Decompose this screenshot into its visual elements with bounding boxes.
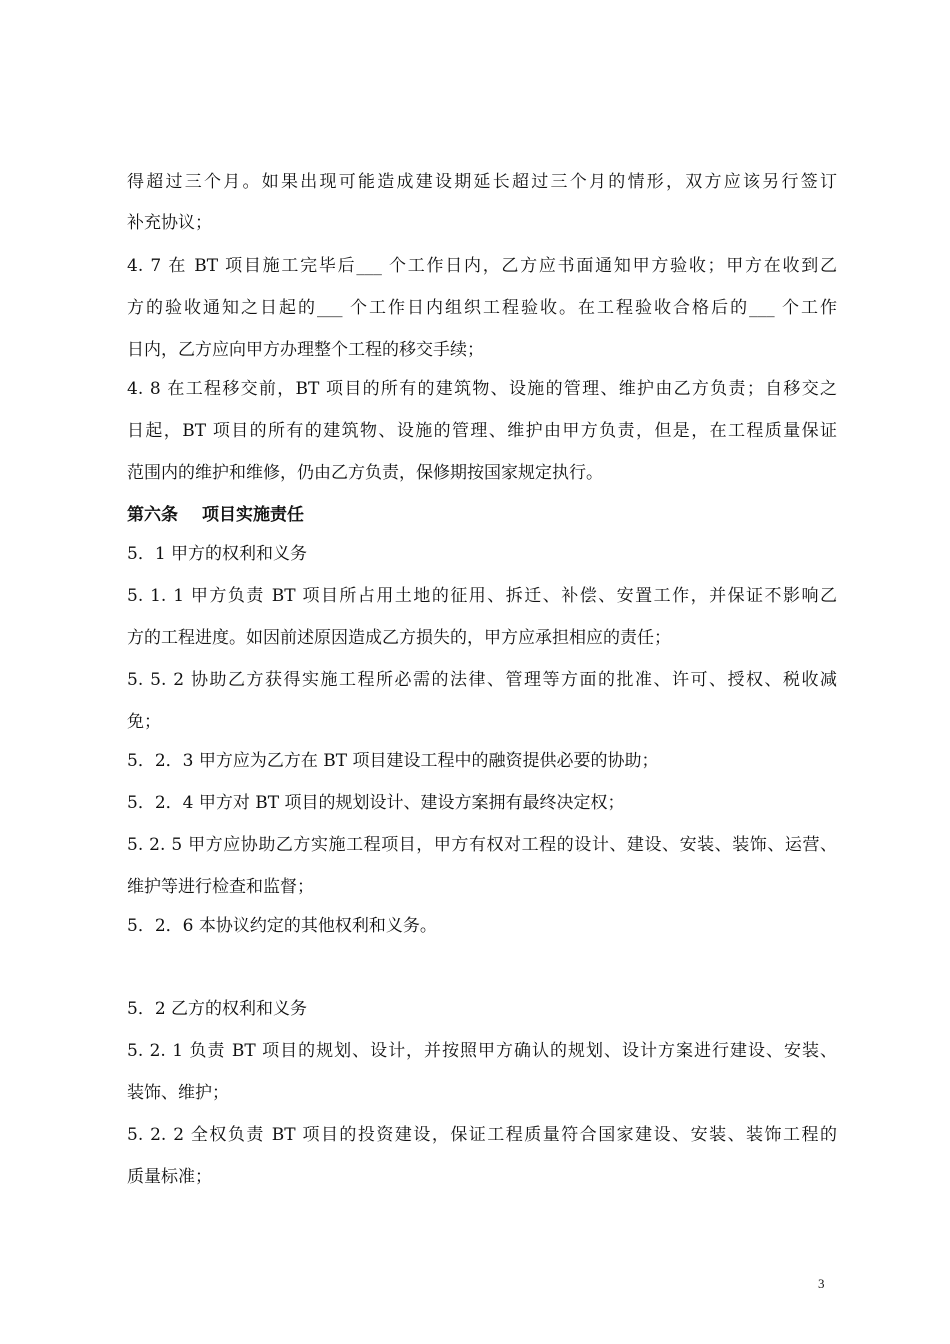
text-line: 5. 2. 5 甲方应协助乙方实施工程项目，甲方有权对工程的设计、建设、安装、装饰、运营、 bbox=[127, 835, 837, 855]
text-line: 维护等进行检查和监督； bbox=[127, 877, 314, 897]
text-line: 5. 5. 2 协助乙方获得实施工程所必需的法律、管理等方面的批准、许可、授权、税收减 bbox=[127, 670, 837, 690]
text-line: 免； bbox=[127, 712, 161, 732]
text-line: 方的工程进度。如因前述原因造成乙方损失的，甲方应承担相应的责任； bbox=[127, 628, 671, 648]
text-line: 5. 2. 2 全权负责 BT 项目的投资建设，保证工程质量符合国家建设、安装、装饰工程的 bbox=[127, 1125, 837, 1145]
section-heading bbox=[127, 504, 837, 526]
text-line: 5．2．4 甲方对 BT 项目的规划设计、建设方案拥有最终决定权； bbox=[127, 793, 625, 813]
text-line: 日内，乙方应向甲方办理整个工程的移交手续； bbox=[127, 340, 484, 360]
text-line: 得超过三个月。如果出现可能造成建设期延长超过三个月的情形，双方应该另行签订 bbox=[127, 172, 837, 192]
text-line: 5. 1. 1 甲方负责 BT 项目所占用土地的征用、拆迁、补偿、安置工作，并保证不影响乙 bbox=[127, 586, 837, 606]
text-line: 5．2 乙方的权利和义务 bbox=[127, 999, 308, 1019]
text-line: 5．2．6 本协议约定的其他权利和义务。 bbox=[127, 916, 437, 936]
text-line: 4. 8 在工程移交前，BT 项目的所有的建筑物、设施的管理、维护由乙方负责；自移交之 bbox=[127, 379, 837, 399]
page-number: 3 bbox=[818, 1276, 825, 1291]
text-line: 装饰、维护； bbox=[127, 1083, 229, 1103]
text-line: 5．2．3 甲方应为乙方在 BT 项目建设工程中的融资提供必要的协助； bbox=[127, 751, 659, 771]
text-line: 方的验收通知之日起的___ 个工作日内组织工程验收。在工程验收合格后的___ 个工作 bbox=[127, 298, 837, 318]
text-line: 5．1 甲方的权利和义务 bbox=[127, 544, 308, 564]
text-line: 补充协议； bbox=[127, 213, 212, 233]
text-line: 5. 2. 1 负责 BT 项目的规划、设计，并按照甲方确认的规划、设计方案进行建设、安装、 bbox=[127, 1041, 837, 1061]
text-line: 4. 7 在 BT 项目施工完毕后___ 个工作日内，乙方应书面通知甲方验收；甲方在收到乙 bbox=[127, 256, 837, 276]
section-title: 项目实施责任 bbox=[202, 505, 304, 525]
section-number: 第六条 bbox=[127, 505, 178, 525]
text-line: 范围内的维护和维修，仍由乙方负责，保修期按国家规定执行。 bbox=[127, 463, 603, 483]
text-line: 日起，BT 项目的所有的建筑物、设施的管理、维护由甲方负责，但是，在工程质量保证 bbox=[127, 421, 837, 441]
text-line: 质量标准； bbox=[127, 1167, 212, 1187]
